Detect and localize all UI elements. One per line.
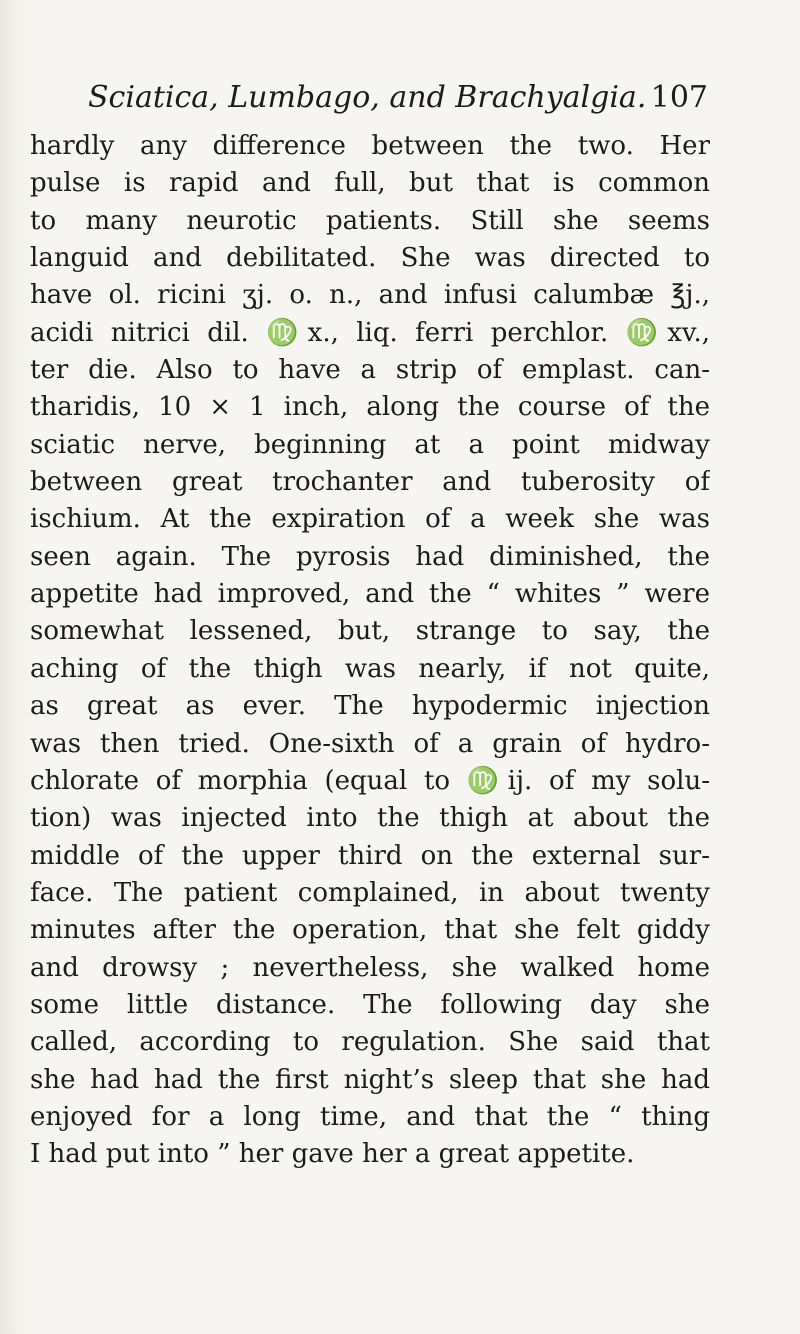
text-line: chlorate of morphia (equal to ♍ij. of my solu- <box>30 765 710 796</box>
text-line: as great as ever. The hypodermic injection <box>30 691 710 722</box>
text-line: and drowsy ; nevertheless, she walked home <box>30 952 710 983</box>
text-line: somewhat lessened, but, strange to say, the <box>30 616 710 647</box>
text-line: appetite had improved, and the “ whites ” were <box>30 579 710 610</box>
text-line: enjoyed for a long time, and that the “ thing <box>30 1101 710 1132</box>
text-line: she had had the first night’s sleep that she had <box>30 1064 710 1095</box>
text-line: some little distance. The following day she <box>30 989 710 1020</box>
running-title: Sciatica, Lumbago, and Brachyalgia. <box>88 80 647 115</box>
text-line: seen again. The pyrosis had diminished, the <box>30 541 710 572</box>
text-line: called, according to regulation. She said that <box>30 1027 710 1058</box>
text-line: languid and debilitated. She was directed to <box>30 243 710 274</box>
text-line: I had put into ” her gave her a great appetite. <box>30 1139 635 1170</box>
page-header <box>88 78 708 118</box>
text-line: minutes after the operation, that she felt giddy <box>30 915 710 946</box>
page-edge-shadow <box>0 0 34 1334</box>
text-line: ischium. At the expiration of a week she was <box>30 504 710 535</box>
body-text <box>30 128 710 1174</box>
page-number: 107 <box>650 80 708 115</box>
text-line: was then tried. One-sixth of a grain of hydro- <box>30 728 710 759</box>
text-line: sciatic nerve, beginning at a point midway <box>30 429 710 460</box>
text-line: acidi nitrici dil. ♍x., liq. ferri perchlor. ♍xv., <box>30 317 710 348</box>
text-line: to many neurotic patients. Still she seems <box>30 205 710 236</box>
text-line: tion) was injected into the thigh at about the <box>30 803 710 834</box>
text-line: between great trochanter and tuberosity of <box>30 467 710 498</box>
text-line: ter die. Also to have a strip of emplast. can- <box>30 355 710 386</box>
text-line: pulse is rapid and full, but that is common <box>30 168 710 199</box>
text-line: have ol. ricini ʒj. o. n., and infusi calumbæ ℥j., <box>30 280 710 311</box>
text-line: face. The patient complained, in about twenty <box>30 877 710 908</box>
text-line: aching of the thigh was nearly, if not quite, <box>30 653 710 684</box>
text-line: tharidis, 10 × 1 inch, along the course of the <box>30 392 710 423</box>
text-line: middle of the upper third on the external sur- <box>30 840 710 871</box>
text-line: hardly any difference between the two. Her <box>30 131 710 161</box>
